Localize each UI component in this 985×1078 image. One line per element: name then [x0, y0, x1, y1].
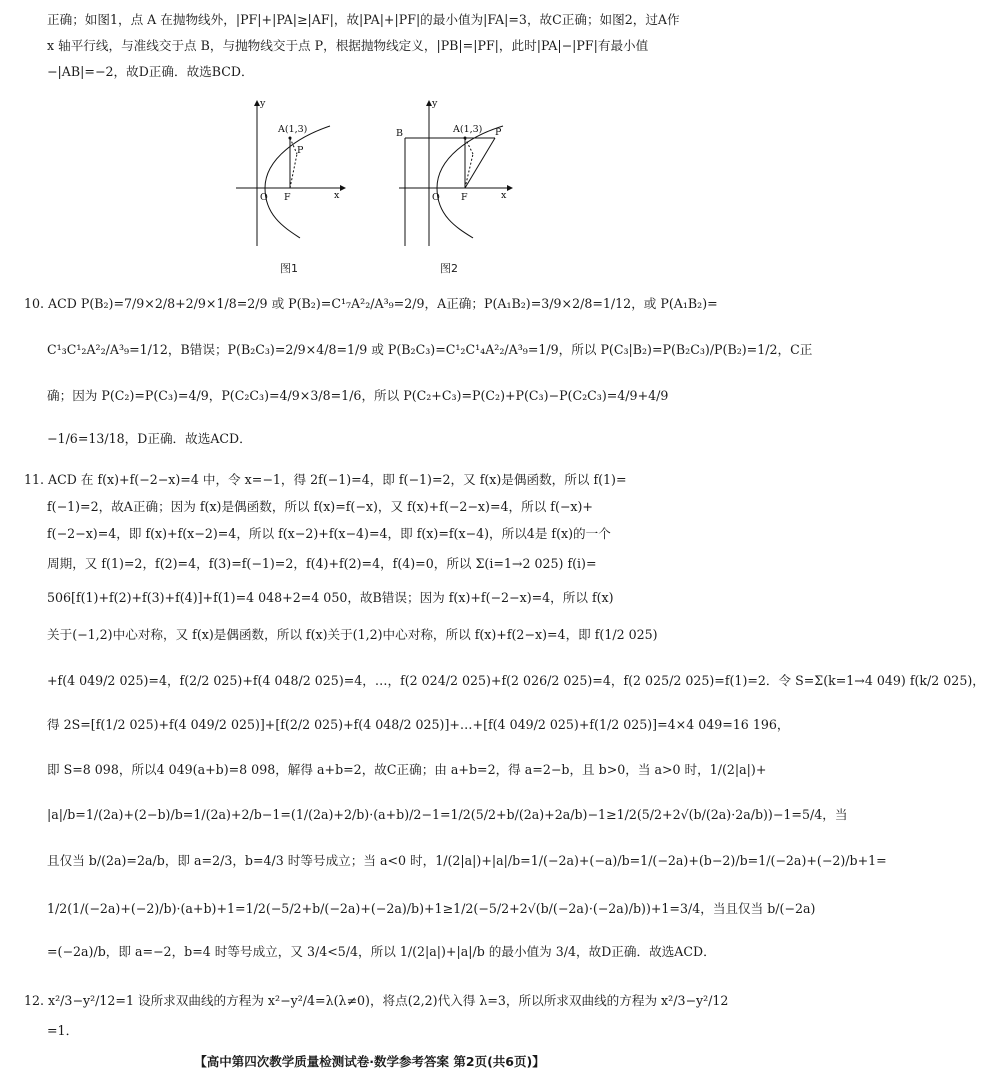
q10-line-4: −1/6=13/18，D正确．故选ACD． — [47, 431, 252, 446]
fig2-origin-label: O — [432, 192, 440, 203]
q11-line-4: 周期，又 f(1)=2，f(2)=4，f(3)=f(−1)=2，f(4)+f(2)=4，f(4)=0，所以 Σ(i=1→2 025) f(i)= — [47, 556, 597, 571]
q12-line-1: 12. x²/3−y²/12=1 设所求双曲线的方程为 x²−y²/4=λ(λ≠0)，将点(2,2)代入得 λ=3，所以所求双曲线的方程为 x²/3−y²/12 — [24, 993, 729, 1008]
fig2-point-p-label: P — [495, 127, 502, 138]
q11-line-12: 1/2(1/(−2a)+(−2)/b)·(a+b)+1=1/2(−5/2+b/(−2a)+(−2a)/b)+1≥1/2(−5/2+2√(b/(−2a)·(−2a)/b))+1=3/4，当且仅当 b/(−2a) — [47, 901, 816, 916]
q12-line-2: =1． — [47, 1023, 79, 1038]
fig1-point-a-label: A(1,3) — [278, 124, 308, 135]
q11-line-11: 且仅当 b/(2a)=2a/b，即 a=2/3，b=4/3 时等号成立；当 a<0 时，1/(2|a|)+|a|/b=1/(−2a)+(−a)/b=1/(−2a)+(b−2)/b=1/(−2a)+(−2)/b+1= — [47, 853, 887, 868]
fig2-caption: 图2 — [440, 262, 458, 275]
fig1-point-p-label: P — [297, 145, 304, 156]
fig1-caption: 图1 — [280, 262, 298, 275]
q11-line-13: =(−2a)/b，即 a=−2，b=4 时等号成立，又 3/4<5/4，所以 1/(2|a|)+|a|/b 的最小值为 3/4，故D正确．故选ACD． — [47, 944, 716, 959]
q10-line-3: 确；因为 P(C₂)=P(C₃)=4/9，P(C₂C₃)=4/9×3/8=1/6，所以 P(C₂+C₃)=P(C₂)+P(C₃)−P(C₂C₃)=4/9+4/9 — [47, 388, 669, 403]
page-footer: 【高中第四次教学质量检测试卷·数学参考答案 第2页(共6页)】 — [194, 1054, 545, 1069]
q10-line-2: C¹₃C¹₂A²₂/A³₉=1/12，B错误；P(B₂C₃)=2/9×4/8=1/9 或 P(B₂C₃)=C¹₂C¹₄A²₂/A³₉=1/9，所以 P(C₃|B₂)=P(B₂C₃)/P(B₂)=1/2，C正 — [47, 342, 813, 357]
q11-line-10: |a|/b=1/(2a)+(2−b)/b=1/(2a)+2/b−1=(1/(2a)+2/b)·(a+b)/2−1=1/2(5/2+b/(2a)+2a/b)−1≥1/2(5/2+2√(b/(2a)·2a/b))−1=5/4，当 — [47, 807, 848, 822]
fig2-point-b-label: B — [396, 128, 403, 139]
figure-1 — [230, 98, 350, 252]
fig2-y-label: y — [432, 98, 438, 109]
fig1-y-label: y — [260, 98, 266, 109]
q11-line-3: f(−2−x)=4，即 f(x)+f(x−2)=4，所以 f(x−2)+f(x−4)=4，即 f(x)=f(x−4)，所以4是 f(x)的一个 — [47, 526, 611, 541]
q11-line-8: 得 2S=[f(1/2 025)+f(4 049/2 025)]+[f(2/2 025)+f(4 048/2 025)]+…+[f(4 049/2 025)+f(1/2 025)]=4×4 049=16 196， — [47, 717, 790, 732]
para-c-line-3: −|AB|=−2，故D正确．故选BCD． — [47, 64, 254, 79]
fig2-x-label: x — [501, 190, 507, 201]
q11-line-5: 506[f(1)+f(2)+f(3)+f(4)]+f(1)=4 048+2=4 050，故B错误；因为 f(x)+f(−2−x)=4，所以 f(x) — [47, 590, 614, 605]
figure-2 — [395, 98, 515, 252]
q11-line-6: 关于(−1,2)中心对称，又 f(x)是偶函数，所以 f(x)关于(1,2)中心对称，所以 f(x)+f(2−x)=4，即 f(1/2 025) — [47, 627, 658, 642]
q11-line-9: 即 S=8 098，所以4 049(a+b)=8 098，解得 a+b=2，故C正确；由 a+b=2，得 a=2−b，且 b>0，当 a>0 时，1/(2|a|)+ — [47, 762, 767, 777]
q11-line-7: +f(4 049/2 025)=4，f(2/2 025)+f(4 048/2 025)=4，…，f(2 024/2 025)+f(2 026/2 025)=4，f(2 025/2 025)=f(1)=2．令 S=Σ(k=1→4 049) f(k/2 025)， — [47, 673, 985, 688]
para-c-line-1: 正确；如图1，点 A 在抛物线外，|PF|+|PA|≥|AF|，故|PA|+|PF|的最小值为|FA|=3，故C正确；如图2，过A作 — [47, 12, 680, 27]
q10-line-1: 10. ACD P(B₂)=7/9×2/8+2/9×1/8=2/9 或 P(B₂)=C¹₇A²₂/A³₉=2/9，A正确；P(A₁B₂)=3/9×2/8=1/12，或 P(A₁B₂)= — [24, 296, 718, 311]
q11-line-2: f(−1)=2，故A正确；因为 f(x)是偶函数，所以 f(x)=f(−x)，又 f(x)+f(−2−x)=4，所以 f(−x)+ — [47, 499, 593, 514]
fig1-x-label: x — [334, 190, 340, 201]
para-c-line-2: x 轴平行线，与准线交于点 B，与抛物线交于点 P，根据抛物线定义，|PB|=|PF|，此时|PA|−|PF|有最小值 — [47, 38, 649, 53]
fig1-origin-label: O — [260, 192, 268, 203]
q11-line-1: 11. ACD 在 f(x)+f(−2−x)=4 中，令 x=−1，得 2f(−1)=4，即 f(−1)=2，又 f(x)是偶函数，所以 f(1)= — [24, 472, 627, 487]
fig2-focus-label: F — [461, 192, 468, 203]
fig1-focus-label: F — [284, 192, 291, 203]
fig2-point-a-label: A(1,3) — [453, 124, 483, 135]
